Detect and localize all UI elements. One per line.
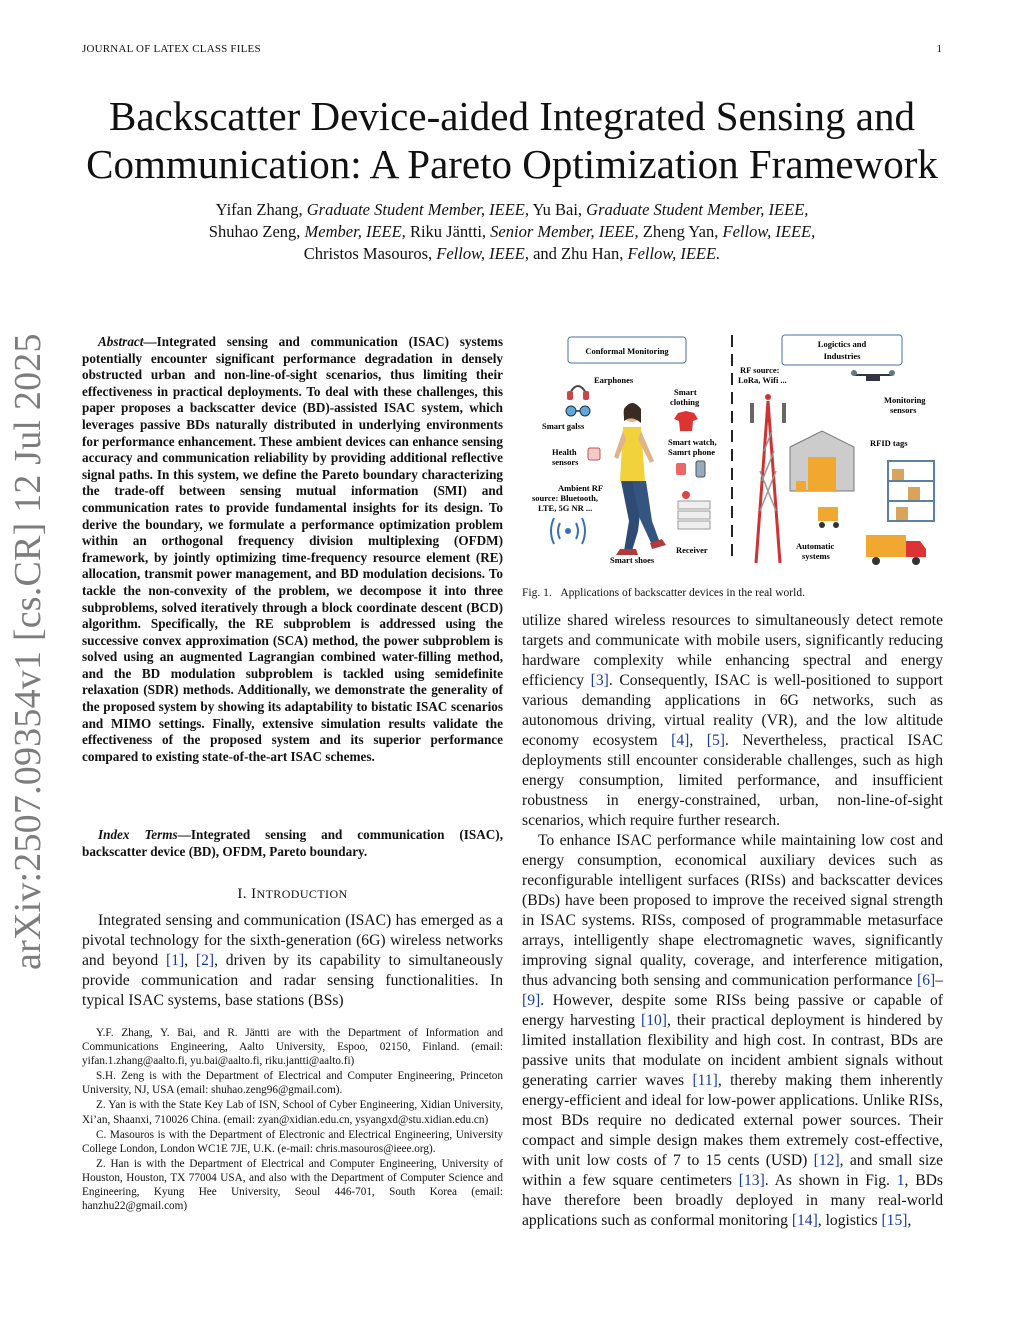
citation-link[interactable]: [1] (166, 952, 185, 969)
running-header: JOURNAL OF LATEX CLASS FILES (82, 43, 261, 55)
section-initial: I (251, 886, 257, 902)
footnote: Z. Yan is with the State Key Lab of ISN, School of Cyber Engineering, Xidian University, Xi’an, Shaanxi, 710026 China. (email: zyan@xidian.edu.cn, ysyangxd@stu.xidian.edu.cn) (82, 1099, 503, 1126)
section-number: I. (237, 886, 252, 902)
caption-text: Applications of backscatter devices in the real world. (560, 587, 805, 599)
footnote: S.H. Zeng is with the Department of Electrical and Computer Engineering, Princeton University, NJ, USA (email: shuhao.zeng96@gmail.com). (82, 1070, 503, 1097)
author-name: Yifan Zhang, (215, 200, 307, 219)
body-text: , and small size within a few square centimeters (522, 1152, 943, 1189)
title-line-2: Communication: A Pareto Optimization Framework (86, 141, 938, 187)
author-name: and Zhu Han, (528, 244, 628, 263)
author-name: Shuhao Zeng, (208, 222, 305, 241)
person-illustration (614, 403, 666, 555)
smart-clothing-icon (674, 411, 698, 431)
label-smart-glass: Smart galss (542, 421, 585, 431)
intro-text: , driven by its capability to simultaneously provide communication and radar sensing functionalities. In typical ISAC systems, base stations (BSs) (82, 952, 504, 1009)
author-role: Fellow, IEEE, (722, 222, 816, 241)
shelf-icon (888, 461, 934, 521)
author-role: Senior Member, IEEE, (490, 222, 639, 241)
citation-link[interactable]: [12] (813, 1152, 840, 1169)
forklift-icon (818, 507, 839, 528)
abstract-lead: Abstract (98, 334, 144, 349)
citation-link[interactable]: [15] (881, 1212, 908, 1229)
author-line-1 (90, 199, 934, 221)
figure-link[interactable]: 1 (896, 1172, 905, 1189)
paragraph (522, 611, 943, 831)
label-automatic-1: Automatic (796, 541, 835, 551)
body-text: , their practical deployment is hindered by limited installation flexibility and high cost. In contrast, BDs are passive units that modulate on incident ambient signals without generating carrier waves (522, 1012, 943, 1089)
citation-link[interactable]: [5] (706, 732, 725, 749)
footnote: Z. Han is with the Department of Electrical and Computer Engineering, University of Houston, Houston, TX 77004 USA, and also with the Department of Computer Science and Engineering, Kyung Hee University, Seoul 446-701, South Korea (email: hanzhu22@gmail.com) (82, 1157, 503, 1213)
arxiv-stamp[interactable]: arXiv:2507.09354v1 [cs.CR] 12 Jul 2025 (7, 333, 49, 970)
section-heading (82, 886, 503, 903)
body-text: , logistics (817, 1212, 882, 1229)
author-line-2 (90, 221, 934, 243)
label-rfid: RFID tags (870, 438, 908, 448)
page-number: 1 (936, 43, 942, 55)
body-text: . However, despite some RISs being passive or capable of energy harvesting (522, 992, 943, 1029)
citation-link[interactable]: [6] (917, 972, 936, 989)
citation-link[interactable]: [11] (692, 1072, 718, 1089)
label-logistics-1: Logictics and (817, 339, 867, 349)
body-text: , thereby making them inherently energy-efficient and ideal for low-power applications. Unlike RISs, most BDs require no dedicated external power sources. Their compact and simple design makes them extremely cost-effective, with unit low costs of 7 to 15 cents (USD) (522, 1072, 943, 1169)
body-text: To enhance ISAC performance while maintaining low cost and energy consumption, economical auxiliary devices such as reconfigurable intelligent surfaces (RISs) and backscatter devices (BDs) have been proposed to improve the received signal strength in ISAC systems. RISs, composed of programmable metasurface arrays, intelligently shape electromagnetic waves, significantly improving signal quality, coverage, and interference mitigation, thus advancing both sensing and communication performance (522, 832, 943, 989)
drone-icon (851, 370, 895, 381)
label-conformal-monitoring: Conformal Monitoring (585, 346, 669, 356)
intro-text: , (184, 952, 196, 969)
citation-link[interactable]: [2] (195, 952, 215, 969)
footnote: C. Masouros is with the Department of Electronic and Electrical Engineering, University College London, London WC1E 7JE, U.K. (e-mail: chris.masouros@ieee.org). (82, 1128, 503, 1155)
label-ambient-1: Ambient RF (558, 483, 604, 493)
affiliation-footnotes (82, 1026, 503, 1214)
citation-link[interactable]: [4] (671, 732, 690, 749)
title-line-1: Backscatter Device-aided Integrated Sensing and (109, 93, 915, 139)
label-rf-1: RF source: (740, 365, 780, 375)
body-text: . Consequently, ISAC is well-positioned to support various demanding applications in 6G networks, such as autonomous driving, virtual reality (VR), and the low altitude economy ecosystem (522, 672, 943, 749)
body-text: . Nevertheless, practical ISAC deployments still encounter considerable challenges, such as high energy consumption, limited performance, and insufficient robustness in energy-constrained, urban, non-line-of-sight scenarios, which require further research. (522, 732, 943, 829)
body-text: , (907, 1212, 912, 1229)
label-rf-2: LoRa, Wifi ... (738, 375, 787, 385)
author-role: Graduate Student Member, IEEE, (306, 200, 530, 219)
intro-paragraph (82, 911, 503, 1011)
citation-link[interactable]: [13] (738, 1172, 765, 1189)
citation-link[interactable]: [9] (522, 992, 541, 1009)
label-clothing-1: Smart (674, 387, 697, 397)
wireless-signal-icon (551, 518, 585, 544)
smart-watch-icon (676, 463, 686, 475)
author-role: Member, IEEE, (304, 222, 406, 241)
abstract (82, 334, 503, 765)
paragraph (522, 831, 943, 1231)
label-health-2: sensors (552, 457, 579, 467)
label-receiver: Receiver (676, 545, 708, 555)
label-earphones: Earphones (594, 375, 634, 385)
author-line-3 (90, 243, 934, 265)
cell-tower-icon (750, 394, 786, 563)
author-name: Christos Masouros, (303, 244, 437, 263)
body-text: . As shown in Fig. (764, 1172, 897, 1189)
author-name: Riku Jäntti, (405, 222, 491, 241)
author-role: Fellow, IEEE, (436, 244, 529, 263)
label-monitor-2: sensors (890, 405, 917, 415)
index-terms-text: —Integrated sensing and communication (ISAC), backscatter device (BD), OFDM, Pareto boundary. (82, 827, 503, 859)
label-health-1: Health (552, 447, 577, 457)
paper-title (60, 92, 964, 188)
label-watch-2: Samrt phone (668, 447, 715, 457)
truck-icon (866, 535, 926, 565)
author-role: Graduate Student Member, IEEE, (586, 200, 809, 219)
label-automatic-2: systems (802, 551, 830, 561)
label-ambient-3: LTE, 5G NR ... (538, 503, 593, 513)
section-title: NTRODUCTION (256, 887, 348, 901)
author-name: Zheng Yan, (638, 222, 723, 241)
right-column-text (522, 611, 943, 1231)
body-text: utilize shared wireless resources to simultaneously detect remote targets and communicate with mobile users, significantly reducing hardware complexity while enhancing spectral and energy efficiency (522, 612, 943, 689)
label-watch-1: Smart watch, (668, 437, 717, 447)
label-monitor-1: Monitoring (884, 395, 926, 405)
label-logistics-2: Industries (823, 351, 861, 361)
body-text: , (689, 732, 707, 749)
health-sensor-icon (588, 448, 600, 460)
label-clothing-2: clothing (670, 397, 700, 407)
author-list (90, 199, 934, 265)
earphones-icon (567, 386, 589, 400)
figure-caption (522, 587, 805, 599)
smart-glasses-icon (566, 406, 590, 416)
body-text: , BDs have therefore been broadly deployed in many real-world applications such as conformal monitoring (522, 1172, 943, 1229)
body-text: – (935, 972, 943, 989)
index-terms (82, 827, 503, 860)
author-name: Yu Bai, (529, 200, 587, 219)
label-smart-shoes: Smart shoes (610, 555, 655, 565)
smart-phone-icon (696, 461, 705, 477)
footnote: Y.F. Zhang, Y. Bai, and R. Jäntti are with the Department of Information and Communications Engineering, Aalto University, Espoo, 02150, Finland. (email: yifan.1.zhang@aalto.fi, yu.bai@aalto.fi, riku.jantti@aalto.fi) (82, 1027, 503, 1068)
caption-label: Fig. 1. (522, 587, 552, 599)
figure-1-illustration (528, 331, 942, 577)
label-ambient-2: source: Bluetooth, (532, 493, 598, 503)
abstract-text: —Integrated sensing and communication (ISAC) systems potentially encounter significant performance degradation in densely obstructed urban and non-line-of-sight scenarios, thus limiting their effectiveness in practical deployments. To deal with these challenges, this paper proposes a backscatter device (BD)-assisted ISAC system, which leverages passive BDs naturally distributed in underlying environments for performance enhancement. These ambient devices can enhance sensing accuracy and communication reliability by providing additional reflective signal paths. In this system, we define the Pareto boundary characterizing the trade-off between sensing mutual information (SMI) and communication rates to provide fundamental insights for its design. To derive the boundary, we formulate a performance optimization problem within an orthogonal frequency division multiplexing (OFDM) framework, by jointly optimizing time-frequency resource element (RE) allocation, transmit power management, and BD modulation decisions. To tackle the non-convexity of the problem, we decompose it into three subproblems, solved iteratively through a block coordinate descent (BCD) algorithm. Specifically, the RE subproblem is addressed using the successive convex approximation (SCA) method, the power subproblem is solved using an augmented Lagrangian combined water-filling method, and the BD modulation subproblem is tackled using semidefinite relaxation (SDR) methods. Additionally, we demonstrate the generality of the proposed system by showing its adaptability to bistatic ISAC scenarios and MIMO settings. Finally, extensive simulation results validate the effectiveness of the proposed system and its superior performance compared to existing state-of-the-art ISAC schemes. (82, 334, 503, 764)
citation-link[interactable]: [3] (590, 672, 609, 689)
index-terms-lead: Index Terms (98, 827, 178, 842)
warehouse-icon (790, 431, 854, 491)
intro-text: Integrated sensing and communication (ISAC) has emerged as a pivotal technology for the sixth-generation (6G) wireless networks and beyond (82, 912, 503, 969)
citation-link[interactable]: [14] (791, 1212, 818, 1229)
receiver-icon (678, 491, 710, 529)
author-role: Fellow, IEEE. (627, 244, 721, 263)
citation-link[interactable]: [10] (641, 1012, 667, 1029)
